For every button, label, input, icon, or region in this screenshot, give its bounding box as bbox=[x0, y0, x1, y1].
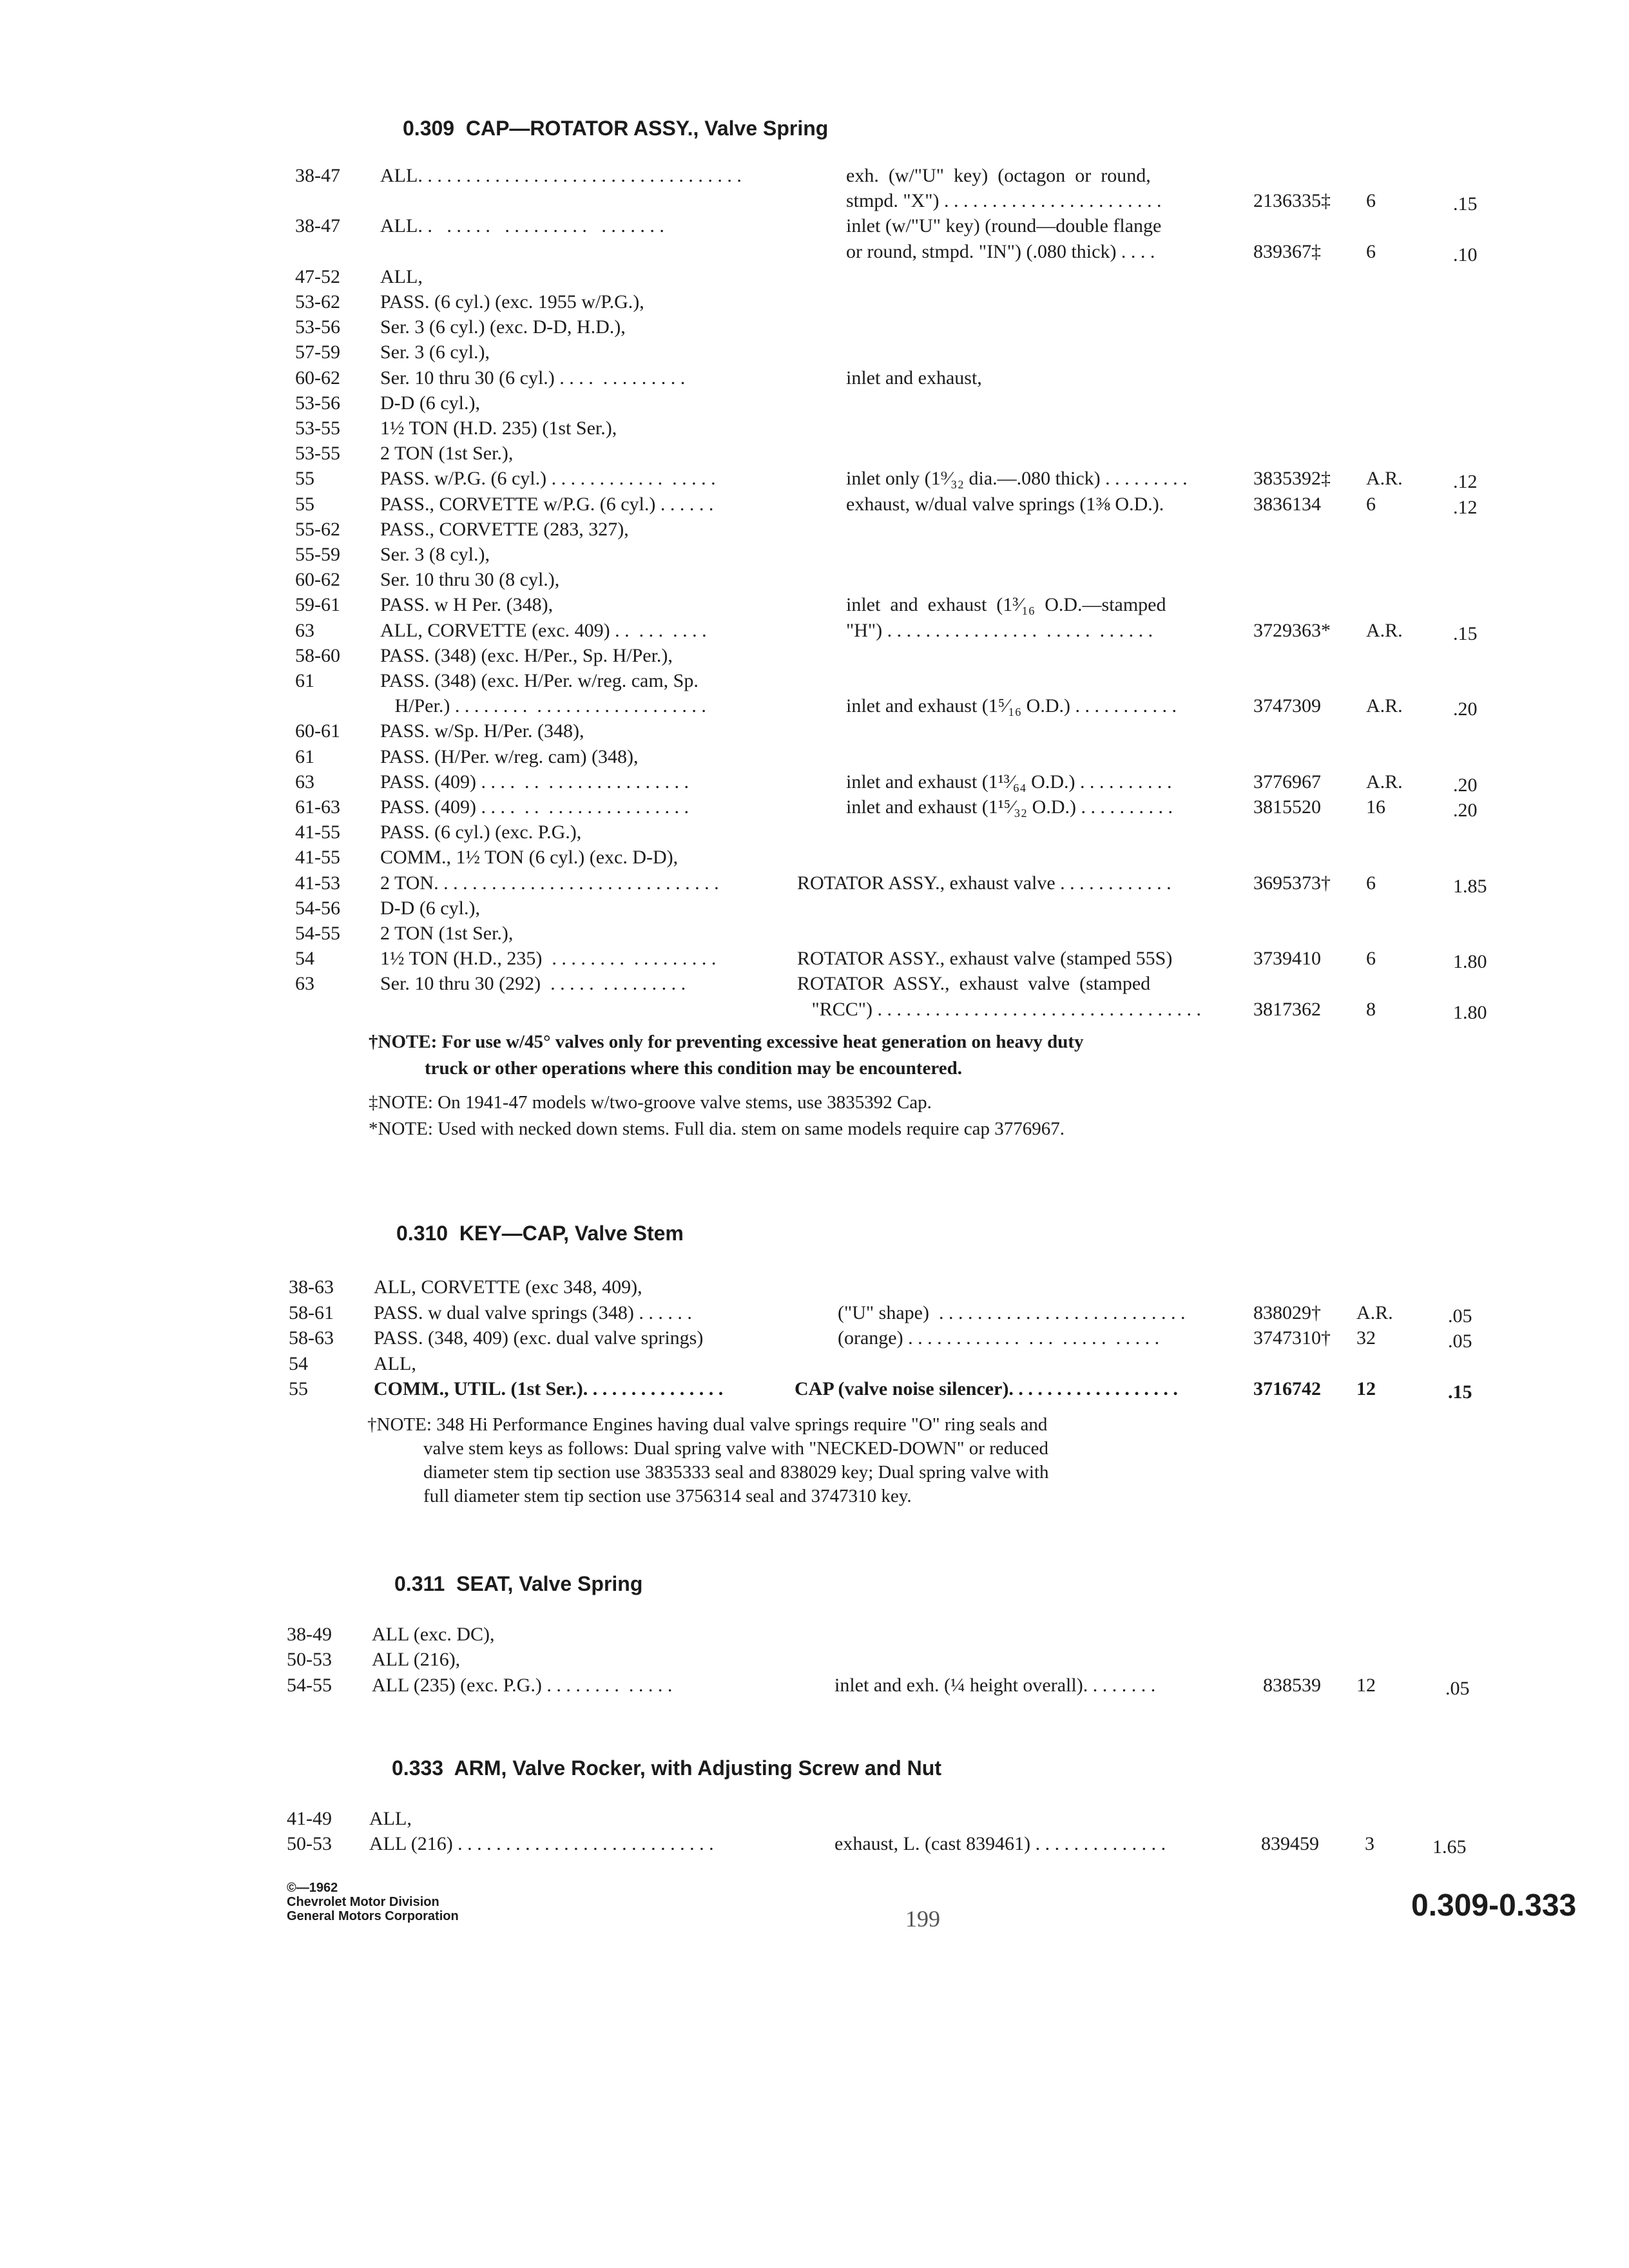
section-note: ‡NOTE: On 1941-47 models w/two-groove valve stems, use 3835392 Cap. bbox=[369, 1092, 932, 1113]
row-price: .10 bbox=[1453, 244, 1478, 265]
row-part-number: 3747310† bbox=[1253, 1327, 1331, 1349]
row-model: PASS. w/P.G. (6 cyl.) . . . . . . . . . . . . . . . . . bbox=[380, 468, 716, 489]
row-model: ALL. . . . . . . . . . . . . . . . . . . . . . . . . . . . . . . . . . bbox=[380, 165, 742, 186]
row-model: COMM., UTIL. (1st Ser.). . . . . . . . . . . . . . . bbox=[374, 1378, 724, 1399]
row-year: 54-55 bbox=[287, 1675, 332, 1696]
row-description: or round, stmpd. "IN") (.080 thick) . . . . bbox=[846, 241, 1155, 262]
copyright-year: ©—1962 bbox=[287, 1881, 338, 1895]
row-model: ALL (235) (exc. P.G.) . . . . . . . . . . . . . bbox=[372, 1675, 673, 1696]
row-year: 55 bbox=[295, 468, 314, 489]
row-model: 2 TON. . . . . . . . . . . . . . . . . . . . . . . . . . . . . . bbox=[380, 872, 719, 894]
row-year: 54-55 bbox=[295, 923, 340, 944]
row-model: H/Per.) . . . . . . . . . . . . . . . . . . . . . . . . . . bbox=[380, 695, 706, 716]
row-description: (orange) . . . . . . . . . . . . . . . . . . . . . . . . . bbox=[838, 1327, 1160, 1349]
row-quantity: 6 bbox=[1366, 241, 1376, 262]
row-part-number: 3817362 bbox=[1253, 999, 1321, 1020]
row-year: 59-61 bbox=[295, 594, 340, 615]
row-model: 2 TON (1st Ser.), bbox=[380, 443, 514, 464]
row-year: 60-61 bbox=[295, 720, 340, 742]
row-year: 60-62 bbox=[295, 367, 340, 389]
row-quantity: 8 bbox=[1366, 999, 1376, 1020]
row-model: ALL, bbox=[374, 1353, 416, 1374]
row-year: 58-60 bbox=[295, 645, 340, 666]
row-year: 61 bbox=[295, 670, 314, 691]
section-header: 0.333 ARM, Valve Rocker, with Adjusting Screw and Nut bbox=[392, 1756, 941, 1780]
row-description: inlet and exhaust (1⁵⁄₁₆ O.D.) . . . . . . . . . . . bbox=[846, 695, 1177, 716]
row-quantity: 12 bbox=[1356, 1378, 1376, 1399]
row-model: PASS. (409) . . . . . . . . . . . . . . . . . . . . . bbox=[380, 796, 689, 818]
row-price: .12 bbox=[1453, 471, 1478, 492]
row-year: 55 bbox=[289, 1378, 308, 1399]
row-year: 61-63 bbox=[295, 796, 340, 818]
row-model: ALL (216), bbox=[372, 1649, 461, 1670]
row-year: 61 bbox=[295, 746, 314, 767]
row-year: 41-49 bbox=[287, 1808, 332, 1829]
row-year: 53-56 bbox=[295, 392, 340, 414]
row-description: inlet and exhaust (1³⁄₁₆ O.D.—stamped bbox=[846, 594, 1166, 615]
row-year: 53-55 bbox=[295, 443, 340, 464]
row-model: 1½ TON (H.D., 235) . . . . . . . . . . . . . . . . . bbox=[380, 948, 717, 969]
row-part-number: 3739410 bbox=[1253, 948, 1321, 969]
row-model: PASS. (348, 409) (exc. dual valve springs) bbox=[374, 1327, 704, 1349]
row-model: PASS. w dual valve springs (348) . . . . . . bbox=[374, 1302, 692, 1323]
row-model: ALL, bbox=[380, 266, 423, 287]
row-description: ("U" shape) . . . . . . . . . . . . . . . . . . . . . . . . . . bbox=[838, 1302, 1186, 1323]
row-model: D-D (6 cyl.), bbox=[380, 898, 480, 919]
row-year: 57-59 bbox=[295, 341, 340, 363]
page-number: 199 bbox=[905, 1906, 940, 1932]
row-model: Ser. 3 (8 cyl.), bbox=[380, 544, 490, 565]
section-note: *NOTE: Used with necked down stems. Full dia. stem on same models require cap 3776967. bbox=[369, 1119, 1065, 1139]
row-model: ALL. . . . . . . . . . . . . . . . . . . . . . . bbox=[380, 215, 664, 236]
row-model: Ser. 10 thru 30 (292) . . . . . . . . . . . . . . bbox=[380, 973, 686, 994]
row-year: 50-53 bbox=[287, 1833, 332, 1854]
row-part-number: 3835392‡ bbox=[1253, 468, 1331, 489]
row-model: 1½ TON (H.D. 235) (1st Ser.), bbox=[380, 418, 617, 439]
row-description: exh. (w/"U" key) (octagon or round, bbox=[846, 165, 1151, 186]
row-description: inlet and exhaust, bbox=[846, 367, 982, 389]
corporation-name: General Motors Corporation bbox=[287, 1909, 459, 1923]
row-year: 38-49 bbox=[287, 1624, 332, 1645]
row-description: exhaust, L. (cast 839461) . . . . . . . . . . . . . . bbox=[834, 1833, 1166, 1854]
row-year: 54-56 bbox=[295, 898, 340, 919]
row-year: 54 bbox=[295, 948, 314, 969]
section-note: full diameter stem tip section use 3756314 seal and 3747310 key. bbox=[367, 1486, 912, 1506]
row-description: "H") . . . . . . . . . . . . . . . . . . . . . . . . . . . bbox=[846, 620, 1153, 641]
row-part-number: 3776967 bbox=[1253, 771, 1321, 793]
row-year: 58-61 bbox=[289, 1302, 334, 1323]
row-price: 1.80 bbox=[1453, 951, 1487, 972]
row-part-number: 3836134 bbox=[1253, 494, 1321, 515]
row-year: 54 bbox=[289, 1353, 308, 1374]
row-quantity: 6 bbox=[1366, 948, 1376, 969]
row-part-number: 839367‡ bbox=[1253, 241, 1321, 262]
section-note: diameter stem tip section use 3835333 seal and 838029 key; Dual spring valve with bbox=[367, 1462, 1049, 1483]
row-model: PASS. (6 cyl.) (exc. 1955 w/P.G.), bbox=[380, 291, 644, 312]
row-price: .15 bbox=[1453, 623, 1478, 644]
row-model: PASS. w H Per. (348), bbox=[380, 594, 554, 615]
row-model: 2 TON (1st Ser.), bbox=[380, 923, 514, 944]
row-model: Ser. 10 thru 30 (8 cyl.), bbox=[380, 569, 560, 590]
section-header: 0.310 KEY—CAP, Valve Stem bbox=[396, 1222, 684, 1245]
row-year: 38-63 bbox=[289, 1276, 334, 1298]
row-year: 38-47 bbox=[295, 215, 340, 236]
row-part-number: 3815520 bbox=[1253, 796, 1321, 818]
row-price: 1.85 bbox=[1453, 876, 1487, 897]
row-part-number: 838029† bbox=[1253, 1302, 1321, 1323]
row-model: ALL, CORVETTE (exc. 409) . . . . . . . . . bbox=[380, 620, 707, 641]
row-part-number: 3716742 bbox=[1253, 1378, 1321, 1399]
row-description: "RCC") . . . . . . . . . . . . . . . . . . . . . . . . . . . . . . . . . . bbox=[797, 999, 1202, 1020]
row-model: PASS. (6 cyl.) (exc. P.G.), bbox=[380, 822, 582, 843]
row-model: COMM., 1½ TON (6 cyl.) (exc. D-D), bbox=[380, 847, 679, 868]
row-quantity: 32 bbox=[1356, 1327, 1376, 1349]
row-price: .05 bbox=[1448, 1305, 1472, 1327]
row-quantity: 6 bbox=[1366, 494, 1376, 515]
row-description: CAP (valve noise silencer). . . . . . . . . . . . . . . . . . bbox=[795, 1378, 1178, 1399]
row-year: 41-55 bbox=[295, 847, 340, 868]
row-description: inlet and exh. (¼ height overall). . . . . . . . bbox=[834, 1675, 1156, 1696]
row-model: Ser. 3 (6 cyl.) (exc. D-D, H.D.), bbox=[380, 316, 626, 338]
division-name: Chevrolet Motor Division bbox=[287, 1895, 439, 1909]
row-year: 53-55 bbox=[295, 418, 340, 439]
row-model: ALL, bbox=[369, 1808, 412, 1829]
row-price: .15 bbox=[1448, 1381, 1472, 1403]
row-year: 41-53 bbox=[295, 872, 340, 894]
row-model: PASS. (348) (exc. H/Per. w/reg. cam, Sp. bbox=[380, 670, 699, 691]
row-quantity: A.R. bbox=[1356, 1302, 1393, 1323]
row-quantity: 16 bbox=[1366, 796, 1385, 818]
row-quantity: 6 bbox=[1366, 872, 1376, 894]
row-model: PASS. (H/Per. w/reg. cam) (348), bbox=[380, 746, 639, 767]
row-year: 38-47 bbox=[295, 165, 340, 186]
row-part-number: 2136335‡ bbox=[1253, 190, 1331, 211]
row-description: exhaust, w/dual valve springs (1⅜ O.D.). bbox=[846, 494, 1164, 515]
row-description: stmpd. "X") . . . . . . . . . . . . . . . . . . . . . . . bbox=[846, 190, 1162, 211]
row-quantity: 12 bbox=[1356, 1675, 1376, 1696]
copyright-block bbox=[287, 1881, 459, 1923]
row-part-number: 838539 bbox=[1263, 1675, 1321, 1696]
row-description: inlet only (1⁹⁄₃₂ dia.—.080 thick) . . . . . . . . . bbox=[846, 468, 1188, 489]
row-year: 55 bbox=[295, 494, 314, 515]
row-price: .20 bbox=[1453, 800, 1478, 821]
row-price: .05 bbox=[1448, 1331, 1472, 1352]
row-description: inlet and exhaust (1¹⁵⁄₃₂ O.D.) . . . . . . . . . . bbox=[846, 796, 1173, 818]
row-quantity: A.R. bbox=[1366, 468, 1403, 489]
row-model: PASS. (348) (exc. H/Per., Sp. H/Per.), bbox=[380, 645, 673, 666]
row-price: .12 bbox=[1453, 497, 1478, 518]
row-model: PASS. (409) . . . . . . . . . . . . . . . . . . . . . bbox=[380, 771, 689, 793]
row-year: 55-59 bbox=[295, 544, 340, 565]
row-year: 58-63 bbox=[289, 1327, 334, 1349]
section-header: 0.311 SEAT, Valve Spring bbox=[394, 1572, 643, 1595]
row-description: ROTATOR ASSY., exhaust valve (stamped 55S) bbox=[797, 948, 1173, 969]
row-year: 63 bbox=[295, 973, 314, 994]
row-year: 60-62 bbox=[295, 569, 340, 590]
row-price: 1.80 bbox=[1453, 1002, 1487, 1023]
row-model: ALL, CORVETTE (exc 348, 409), bbox=[374, 1276, 642, 1298]
row-quantity: 6 bbox=[1366, 190, 1376, 211]
row-quantity: 3 bbox=[1365, 1833, 1374, 1854]
row-description: inlet and exhaust (1¹³⁄₆₄ O.D.) . . . . . . . . . . bbox=[846, 771, 1172, 793]
row-model: Ser. 10 thru 30 (6 cyl.) . . . . . . . . . . . . . bbox=[380, 367, 686, 389]
row-model: ALL (exc. DC), bbox=[372, 1624, 495, 1645]
row-year: 53-62 bbox=[295, 291, 340, 312]
row-year: 63 bbox=[295, 771, 314, 793]
row-model: Ser. 3 (6 cyl.), bbox=[380, 341, 490, 363]
page-range: 0.309-0.333 bbox=[1411, 1888, 1577, 1923]
row-model: PASS., CORVETTE (283, 327), bbox=[380, 519, 629, 540]
section-note: valve stem keys as follows: Dual spring valve with "NECKED-DOWN" or reduced bbox=[367, 1438, 1048, 1459]
row-part-number: 3747309 bbox=[1253, 695, 1321, 716]
row-part-number: 3729363* bbox=[1253, 620, 1331, 641]
row-year: 63 bbox=[295, 620, 314, 641]
row-quantity: A.R. bbox=[1366, 620, 1403, 641]
row-description: ROTATOR ASSY., exhaust valve (stamped bbox=[797, 973, 1151, 994]
row-price: .05 bbox=[1445, 1678, 1470, 1699]
row-part-number: 839459 bbox=[1261, 1833, 1319, 1854]
row-model: PASS., CORVETTE w/P.G. (6 cyl.) . . . . . . bbox=[380, 494, 714, 515]
row-year: 53-56 bbox=[295, 316, 340, 338]
row-description: inlet (w/"U" key) (round—double flange bbox=[846, 215, 1162, 236]
section-header: 0.309 CAP—ROTATOR ASSY., Valve Spring bbox=[403, 117, 829, 140]
row-price: .20 bbox=[1453, 774, 1478, 796]
row-price: .20 bbox=[1453, 698, 1478, 720]
row-price: 1.65 bbox=[1432, 1836, 1467, 1858]
row-model: ALL (216) . . . . . . . . . . . . . . . . . . . . . . . . . . . bbox=[369, 1833, 714, 1854]
row-year: 50-53 bbox=[287, 1649, 332, 1670]
section-note: †NOTE: 348 Hi Performance Engines having dual valve springs require "O" ring seals and bbox=[367, 1414, 1048, 1435]
section-note: †NOTE: For use w/45° valves only for preventing excessive heat generation on heavy duty bbox=[369, 1032, 1084, 1052]
row-quantity: A.R. bbox=[1366, 695, 1403, 716]
row-model: PASS. w/Sp. H/Per. (348), bbox=[380, 720, 584, 742]
row-year: 55-62 bbox=[295, 519, 340, 540]
row-description: ROTATOR ASSY., exhaust valve . . . . . . . . . . . . bbox=[797, 872, 1171, 894]
row-quantity: A.R. bbox=[1366, 771, 1403, 793]
row-price: .15 bbox=[1453, 193, 1478, 215]
row-year: 47-52 bbox=[295, 266, 340, 287]
section-note: truck or other operations where this condition may be encountered. bbox=[369, 1058, 962, 1079]
row-part-number: 3695373† bbox=[1253, 872, 1331, 894]
row-year: 41-55 bbox=[295, 822, 340, 843]
row-model: D-D (6 cyl.), bbox=[380, 392, 480, 414]
